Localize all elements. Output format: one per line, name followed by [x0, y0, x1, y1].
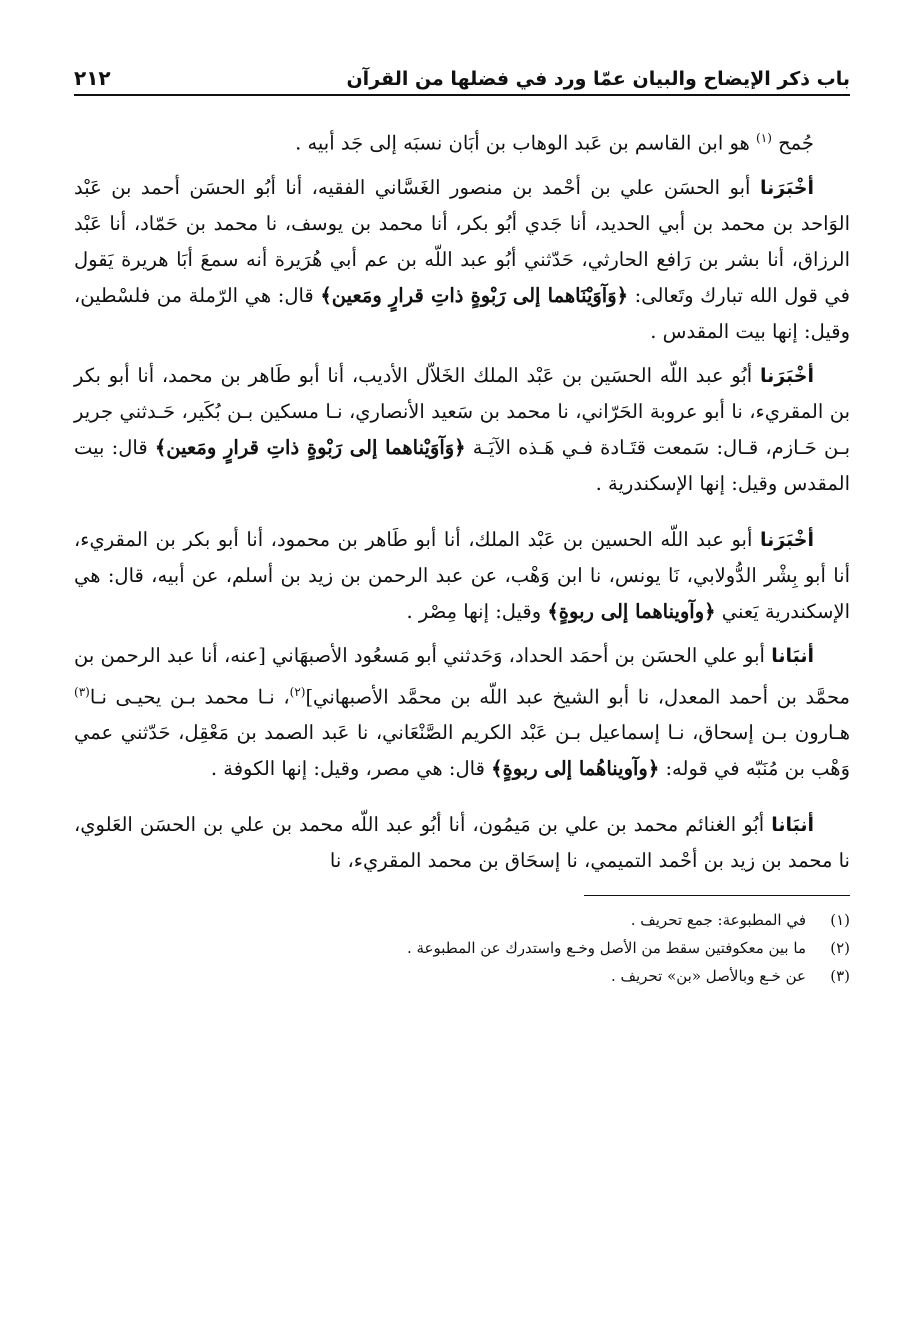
text-run: قال: بيت المقدس وقيل: إنها الإسكندرية . [74, 435, 850, 495]
paragraph [74, 358, 850, 502]
footnote-text: عن خـع وبالأصل «بن» تحريف . [610, 967, 806, 985]
text-run: أبُو عبد اللّه الحسَين بن عَبْد الملك الخَلاّل الأديب، أنا أبو طَاهر بن محمد، أنا أبو بكر بن المقريء، نا أبو عروبة الحَرّاني، نا محمد بن سَعيد الأنصاري، نـا مسكين بـن بُكَير، حَـدثني جرير بـن حَـازم، قـال: سَمعت قتَـادة فـي هَـذه الآيَـة [74, 363, 850, 459]
paragraph-lead-word: أنبَانا [771, 814, 814, 836]
footnote-number: (١) [830, 911, 850, 929]
footnote-text: في المطبوعة: جمع تحريف . [630, 911, 806, 929]
footnote-number: (٣) [830, 967, 850, 985]
running-title: باب ذكر الإيضاح والبيان عمّا ورد في فضلها من القرآن [346, 68, 850, 90]
page-number: ٢١٢ [74, 66, 111, 90]
text-run: وقيل: إنها مِصْر . [406, 599, 548, 623]
text-run: هـارون بـن إسحاق، نـا إسماعيل بـن عَبْد الكريم الصَّنْعَاني، نا عَبد الصمد بن مَعْقِل، حَدّثني عمي وَهْب بن مُنَبّه في قوله: [74, 721, 850, 780]
text-run: هو ابن القاسم بن عَبد الوهاب بن أبَان نسبَه إلى جَد أبيه . [295, 131, 757, 155]
text-run: أبو علي الحسَن بن أحمَد الحداد، وَحَدثني أبو مَسعُود الأصبهَاني [عنه، أنا عبد الرحمن بن محمَّد بن أحمد المعدل، نا أبو الشيخ عبد اللّه بن محمَّد الأصبهاني] [74, 643, 851, 708]
paragraph-lead-word: أخْبَرَنا [759, 176, 814, 199]
footnote [74, 906, 850, 934]
paragraph [74, 807, 850, 879]
text-run: قال: هي مصر، وقيل: إنها الكوفة . [210, 757, 492, 780]
text-run: قال: هي الرّملة من فلسْطين، وقيل: إنها بيت المقدس . [74, 283, 850, 343]
text-run: أبو عبد اللّه الحسين بن عَبْد الملك، أنا أبو طَاهر بن محمود، أنا أبو بكر بن المقريء، أنا أبو بِشْر الدُّولابي، نَا يونس، نا ابن وَهْب، عن عبد الرحمن بن زيد بن أسلم، عن أبيه، قال: هي الإسكندرية يَعني [74, 527, 850, 623]
paragraph [74, 120, 850, 162]
paragraph [74, 638, 850, 788]
quran-verse: ﴿وَآوَيْناهما إلى رَبْوةٍ ذاتِ قرارٍ ومَعين﴾ [154, 435, 466, 459]
footnote-text: ما بين معكوفتين سقط من الأصل وخـع واستدرك عن المطبوعة . [406, 939, 806, 957]
footnote [74, 934, 850, 962]
text-run: جُمح [771, 131, 814, 155]
footnote-reference: (١) [756, 131, 772, 145]
text-run: ، نـا محمد بـن يحيـى نـا [89, 685, 290, 708]
paragraph-lead-word: أخْبَرَنا [759, 364, 814, 387]
footnote [74, 962, 850, 990]
book-page [74, 56, 850, 990]
footnote-reference: (٢) [289, 684, 306, 699]
running-header [74, 56, 850, 96]
quran-verse: ﴿وآويناهما إلى ربوةٍ﴾ [547, 599, 716, 623]
text-run: أبو الحسَن علي بن أحْمد بن منصور الغَسَّاني الفقيه، أنا أبُو الحسَن أحمد بن عَبْد الوَاحد بن محمد بن أبي الحديد، أنا جَدي أبُو بكر، أنا محمد بن يوسف، نا محمد بن حَمّاد، أنا عَبْد الرزاق، أنا بشر بن رَافع الحارثي، حَدّثني أبُو عبد اللّه بن عم أبي هُرَيرة أنه سمعَ أبَا هريرة يَقول في قول الله تبارك وتَعالى: [74, 175, 850, 307]
paragraph [74, 170, 850, 350]
main-text [74, 120, 850, 879]
text-run: أبُو الغنائم محمد بن علي بن مَيمُون، أنا أبُو عبد اللّه محمد بن علي بن الحسَن العَلوي، نا محمد بن زيد بن أحْمد التميمي، نا إسحَاق بن محمد المقريء، نا [74, 813, 850, 872]
footnote-divider [584, 895, 850, 896]
paragraph-lead-word: أنبَانا [771, 644, 814, 667]
quran-verse: ﴿وَآوَيْنَاهما إلى رَبْوةٍ ذاتِ قرارٍ ومَعين﴾ [320, 283, 629, 307]
footnote-reference: (٣) [74, 684, 90, 699]
quran-verse: ﴿وآويناهُما إلى ربوةٍ﴾ [491, 757, 660, 780]
paragraph-lead-word: أخْبَرَنا [759, 528, 814, 551]
footnote-number: (٢) [830, 939, 850, 957]
footnotes [74, 906, 850, 990]
paragraph [74, 522, 850, 630]
